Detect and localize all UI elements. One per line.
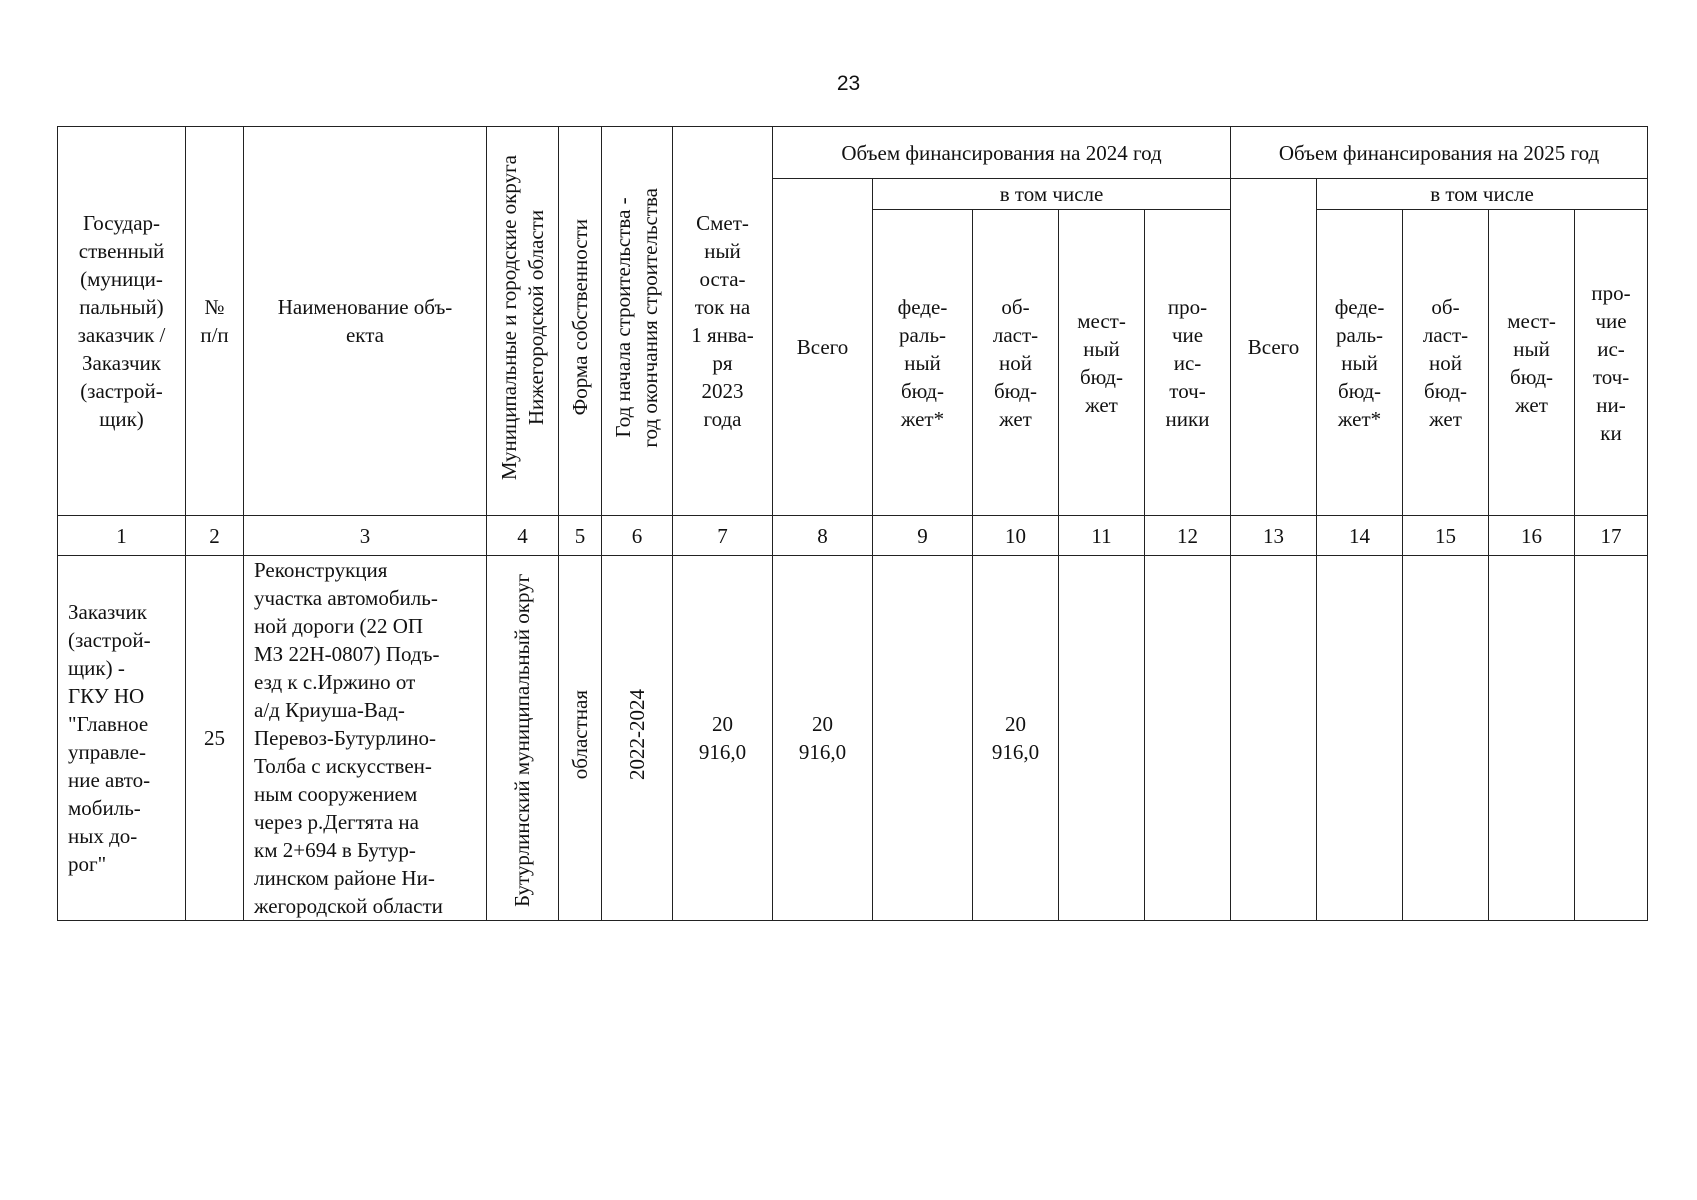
column-number: 5 <box>559 516 602 556</box>
row-ownership-cell <box>559 556 602 921</box>
header-years: Год начала строительства - год окончания строительства <box>611 187 662 448</box>
row-total-2025 <box>1231 556 1317 921</box>
page-number: 23 <box>836 72 861 95</box>
header-other-2025: про- чие ис- точ- ни- ки <box>1575 210 1648 516</box>
header-including-2025: в том числе <box>1317 179 1648 210</box>
row-regional-2025 <box>1403 556 1489 921</box>
header-district-cell <box>487 127 559 516</box>
row-local-2024 <box>1059 556 1145 921</box>
header-ownership: Форма собственности <box>567 219 592 416</box>
column-number: 11 <box>1059 516 1145 556</box>
header-funding-2025: Объем финансирования на 2025 год <box>1231 127 1648 179</box>
row-years-cell <box>602 556 673 921</box>
row-object-name: Реконструкция участка автомобиль- ной дороги (22 ОП МЗ 22Н-0807) Подъ- езд к с.Иржино от а/д Криуша-Вад- Перевоз-Бутурлино- Толба с искусствен- ным сооружением через р.Дегтята на км 2+694 в Бутур- линском районе Ни- жегородской области <box>244 556 487 921</box>
header-regional-2025: об- ласт- ной бюд- жет <box>1403 210 1489 516</box>
column-number: 8 <box>773 516 873 556</box>
header-regional-2024: об- ласт- ной бюд- жет <box>973 210 1059 516</box>
header-federal-2024: феде- раль- ный бюд- жет* <box>873 210 973 516</box>
row-district: Бутурлинский муниципальный округ <box>510 573 534 907</box>
header-ownership-cell <box>559 127 602 516</box>
row-total-2024: 20 916,0 <box>773 556 873 921</box>
row-regional-2024: 20 916,0 <box>973 556 1059 921</box>
row-customer: Заказчик (застрой- щик) - ГКУ НО "Главное управле- ние авто- мобиль- ных до- рог" <box>58 556 186 921</box>
column-number-row <box>58 516 1648 556</box>
header-funding-2024: Объем финансирования на 2024 год <box>773 127 1231 179</box>
row-number: 25 <box>186 556 244 921</box>
column-number: 6 <box>602 516 673 556</box>
header-object-name: Наименование объ- екта <box>244 127 487 516</box>
header-total-2024: Всего <box>773 179 873 516</box>
header-federal-2025: феде- раль- ный бюд- жет* <box>1317 210 1403 516</box>
row-local-2025 <box>1489 556 1575 921</box>
row-other-2024 <box>1145 556 1231 921</box>
column-number: 4 <box>487 516 559 556</box>
column-number: 15 <box>1403 516 1489 556</box>
column-number: 13 <box>1231 516 1317 556</box>
column-number: 12 <box>1145 516 1231 556</box>
header-local-2024: мест- ный бюд- жет <box>1059 210 1145 516</box>
header-local-2025: мест- ный бюд- жет <box>1489 210 1575 516</box>
row-years: 2022-2024 <box>624 689 649 780</box>
header-remainder: Смет- ный оста- ток на 1 янва- ря 2023 года <box>673 127 773 516</box>
row-district-cell <box>487 556 559 921</box>
row-other-2025 <box>1575 556 1648 921</box>
column-number: 2 <box>186 516 244 556</box>
column-number: 14 <box>1317 516 1403 556</box>
column-number: 9 <box>873 516 973 556</box>
column-number: 7 <box>673 516 773 556</box>
header-district: Муниципальные и городские округа Нижегородской области <box>496 154 548 481</box>
column-number: 17 <box>1575 516 1648 556</box>
header-customer: Государ- ственный (муници- пальный) заказчик / Заказчик (застрой- щик) <box>58 127 186 516</box>
row-remainder: 20 916,0 <box>673 556 773 921</box>
column-number: 3 <box>244 516 487 556</box>
column-number: 10 <box>973 516 1059 556</box>
investment-table <box>57 126 1648 921</box>
column-number: 16 <box>1489 516 1575 556</box>
row-federal-2024 <box>873 556 973 921</box>
header-including-2024: в том числе <box>873 179 1231 210</box>
row-ownership: областная <box>567 689 592 780</box>
header-years-cell <box>602 127 673 516</box>
table-row <box>58 556 1648 921</box>
header-number: № п/п <box>186 127 244 516</box>
header-other-2024: про- чие ис- точ- ники <box>1145 210 1231 516</box>
column-number: 1 <box>58 516 186 556</box>
row-federal-2025 <box>1317 556 1403 921</box>
header-total-2025: Всего <box>1231 179 1317 516</box>
